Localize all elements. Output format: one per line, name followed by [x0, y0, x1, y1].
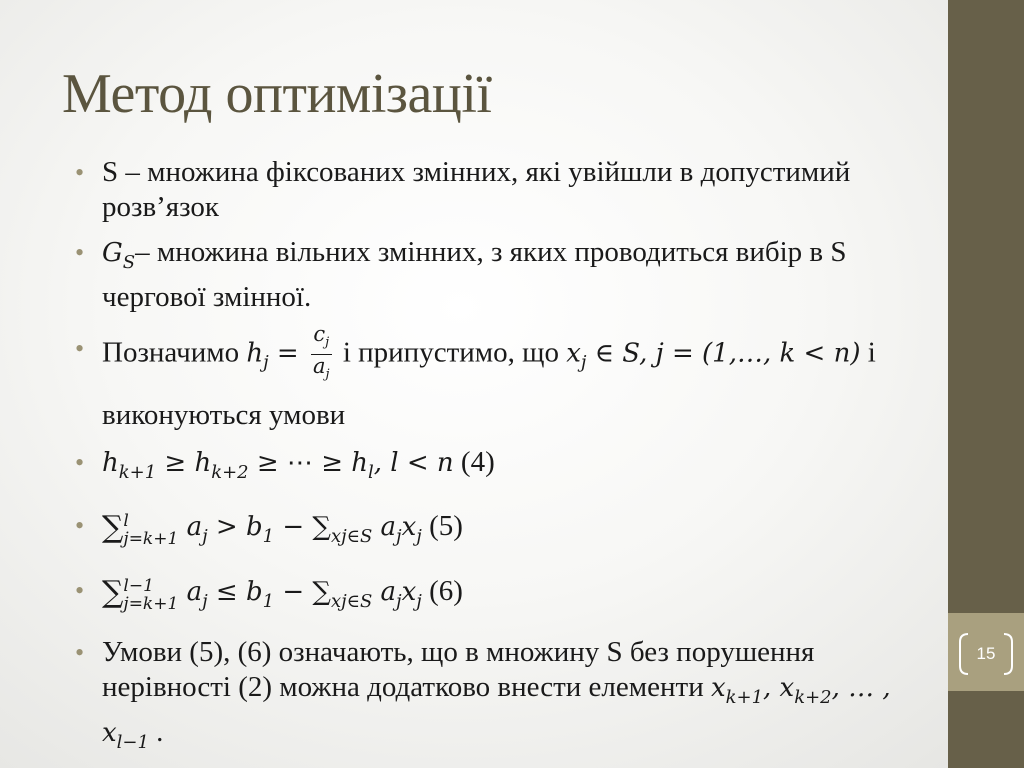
bullet-list	[75, 155, 935, 760]
math-subscript: k+1	[118, 461, 157, 483]
math-subscript	[331, 590, 372, 611]
bullet-text: – множина вільних змінних, з яких проводиться вибір в S чергової змінної.	[102, 236, 847, 313]
math-subscript: k+1	[725, 687, 764, 709]
bullet-item-3	[75, 323, 935, 441]
sum-symbol: ∑	[102, 574, 124, 610]
bullet-item-4	[75, 445, 935, 490]
fraction-numerator: c	[313, 321, 326, 346]
math-symbol: h	[194, 447, 212, 478]
bullet-item-7	[75, 635, 935, 760]
math-symbol: , … , x	[102, 673, 891, 749]
bullet-text: і виконуються умови	[102, 336, 876, 431]
math-expression: ∈ S, j = (1,…, k < n)	[586, 338, 861, 369]
math-subscript: j	[263, 351, 269, 373]
math-subscript: j	[396, 590, 402, 612]
math-expression: , l < n	[373, 447, 454, 478]
math-subscript: l−1	[116, 731, 149, 753]
equation-label: (5)	[421, 509, 463, 542]
summation	[102, 565, 178, 621]
sum-upper-limit: l−1	[123, 576, 154, 597]
math-operator: =	[268, 338, 307, 369]
page-number: 15	[976, 644, 996, 663]
math-subscript: 1	[262, 590, 275, 612]
sum-symbol: ∑	[102, 510, 124, 546]
math-operator: ≥ ⋯ ≥	[248, 447, 352, 478]
bullet-item-1	[75, 155, 935, 225]
math-operator: − ∑	[274, 511, 331, 542]
math-operator: − ∑	[274, 576, 331, 607]
math-subscript: j	[416, 590, 422, 612]
sum-index: x	[330, 525, 342, 547]
math-subscript: j	[325, 334, 330, 350]
math-subscript	[331, 526, 372, 547]
math-symbol: x	[401, 511, 417, 542]
math-symbol: h	[246, 338, 264, 369]
bullet-item-2	[75, 235, 935, 315]
math-subscript: j	[202, 590, 208, 612]
math-subscript: k+2	[211, 461, 249, 483]
bullet-text: Позначимо	[102, 336, 247, 369]
math-subscript: 1	[262, 525, 275, 547]
bullet-text: .	[148, 716, 164, 749]
math-symbol: G	[102, 238, 123, 268]
math-symbol: x	[401, 576, 417, 607]
math-expression: > b	[207, 511, 263, 542]
fraction	[311, 323, 332, 386]
page-number-badge	[956, 630, 1016, 678]
slide-title: Метод оптимізації	[62, 63, 492, 125]
summation	[102, 502, 178, 554]
math-symbol: x	[566, 338, 581, 369]
bullet-item-5	[75, 500, 935, 563]
sum-index: x	[330, 590, 342, 612]
sum-lower-limit: j=k+1	[123, 594, 179, 615]
math-subscript: l	[368, 461, 374, 483]
math-subscript: j	[580, 351, 587, 373]
math-subscript: k+2	[794, 687, 832, 709]
sum-lower-limit: j=k+1	[123, 529, 179, 550]
math-symbol: a	[178, 576, 203, 607]
math-subscript: j	[202, 525, 208, 547]
equation-label: (4)	[453, 445, 495, 478]
math-expression: ≤ b	[207, 576, 263, 607]
equation-label: (6)	[421, 574, 463, 607]
math-symbol: a	[372, 511, 397, 542]
math-subscript: j	[325, 367, 330, 383]
sum-index-set: j∈S	[341, 525, 373, 547]
bullet-text: S – множина фіксованих змінних, які увійшли в допустимий розв’язок	[102, 156, 851, 223]
math-symbol: a	[178, 511, 203, 542]
math-subscript: j	[416, 525, 422, 547]
math-symbol: a	[372, 576, 397, 607]
bullet-text: і припустимо, що	[335, 336, 567, 369]
sum-index-set: j∈S	[341, 590, 373, 612]
math-symbol: h	[102, 447, 119, 478]
fraction-denominator: a	[313, 353, 326, 378]
math-operator: ≥	[156, 447, 195, 478]
sum-upper-limit: l	[123, 511, 129, 532]
math-symbol: x	[710, 673, 726, 704]
math-subscript: j	[396, 525, 402, 547]
math-subscript: S	[122, 251, 136, 273]
math-symbol: , x	[763, 673, 795, 704]
bullet-text: Умови (5), (6) означають, що в множину S без порушення нерівності (2) можна додатково внести елементи	[102, 636, 815, 704]
bullet-item-6	[75, 563, 935, 630]
math-symbol: h	[351, 447, 368, 478]
